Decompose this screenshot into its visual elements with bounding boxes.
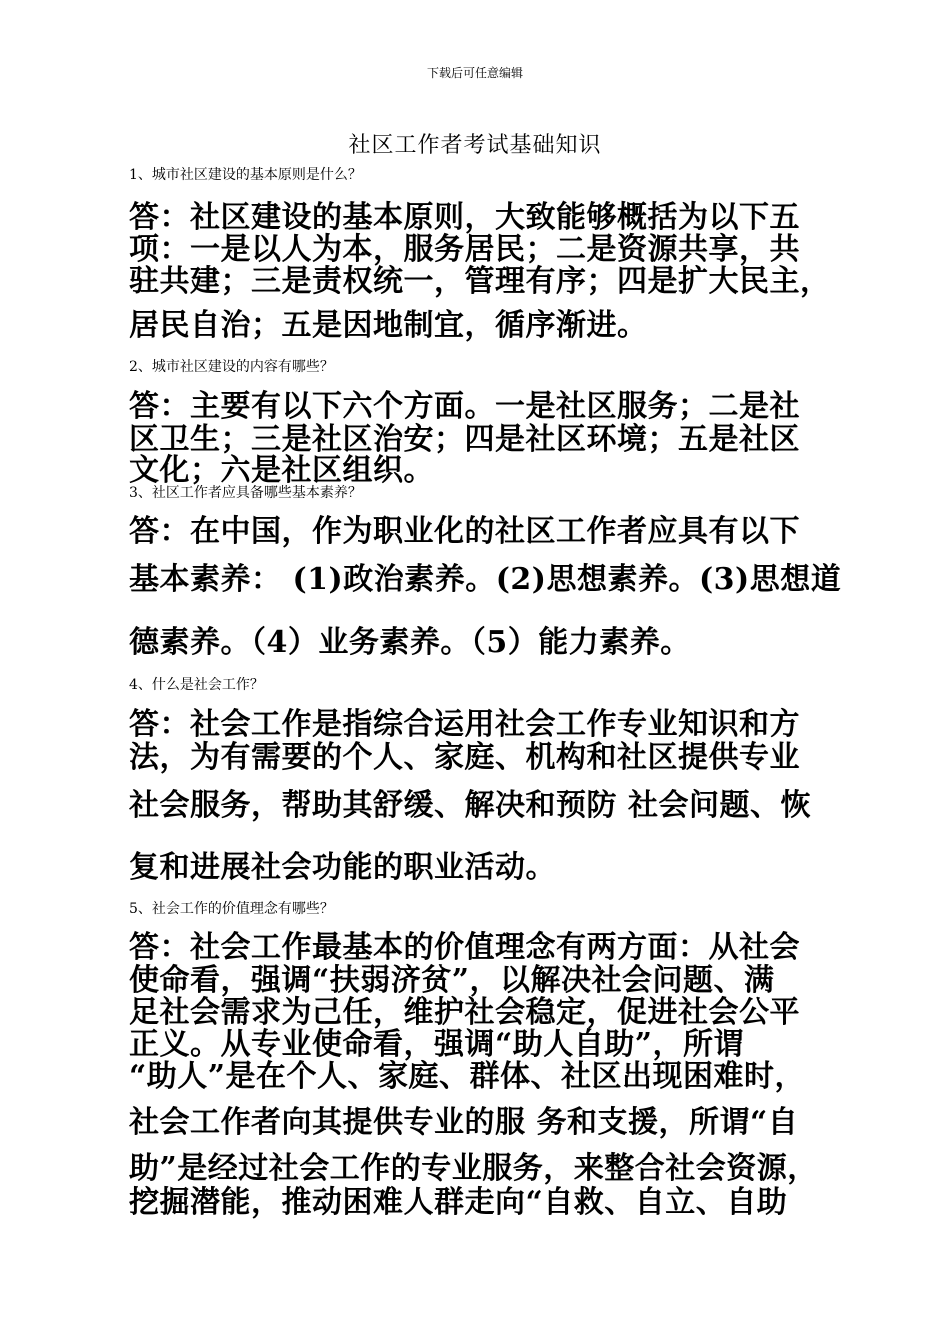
answer-line: 居民自治；五是因地制宜，循序渐进。 (129, 308, 648, 343)
header-note: 下载后可任意编辑 (426, 66, 523, 80)
answer-line: 挖掘潜能，推动困难人群走向“自救、自立、自助 (129, 1185, 788, 1220)
answer-line: 助”是经过社会工作的专业服务，来整合社会资源， (129, 1151, 818, 1186)
question-4: 4、什么是社会工作？ (129, 677, 264, 693)
answer-line: 社会服务，帮助其舒缓、解决和预防 社会问题、恢 (129, 788, 811, 823)
answer-line: “助人”是在个人、家庭、群体、社区出现困难时， (129, 1059, 806, 1094)
answer-line: 复和进展社会功能的职业活动。 (129, 850, 556, 885)
answer-line: 答：社会工作最基本的价值理念有两方面：从社会 (129, 930, 800, 965)
answer-line: 驻共建；三是责权统一，管理有序；四是扩大民主， (129, 264, 831, 299)
answer-line: 答：社区建设的基本原则，大致能够概括为以下五 (129, 200, 800, 235)
document-title: 社区工作者考试基础知识 (348, 133, 602, 158)
answer-line: 答：主要有以下六个方面。一是社区服务；二是社 (129, 389, 800, 424)
answer-line: 文化；六是社区组织。 (129, 453, 434, 488)
answer-line: 基本素养： (1)政治素养。(2)思想素养。(3)思想道 (129, 562, 842, 597)
question-2: 2、城市社区建设的内容有哪些？ (129, 359, 334, 375)
answer-line: 足社会需求为己任，维护社会稳定，促进社会公平 (129, 995, 800, 1030)
answer-line: 答：在中国，作为职业化的社区工作者应具有以下 (129, 514, 800, 549)
answer-line: 项：一是以人为本，服务居民；二是资源共享，共 (129, 232, 800, 267)
question-5: 5、社会工作的价值理念有哪些？ (129, 901, 334, 917)
question-3: 3、社区工作者应具备哪些基本素养？ (129, 485, 362, 501)
answer-line: 答：社会工作是指综合运用社会工作专业知识和方 (129, 707, 800, 742)
answer-line: 正义。从专业使命看，强调“助人自助”，所谓 (129, 1027, 745, 1062)
answer-line: 区卫生；三是社区治安；四是社区环境；五是社区 (129, 422, 800, 457)
answer-line: 社会工作者向其提供专业的服 务和支援，所谓“自 (129, 1105, 799, 1140)
question-1: 1、城市社区建设的基本原则是什么？ (129, 167, 362, 183)
answer-line: 德素养。（4）业务素养。（5）能力素养。 (129, 625, 691, 660)
answer-line: 使命看，强调“扶弱济贫”，以解决社会问题、满 (129, 963, 775, 998)
answer-line: 法，为有需要的个人、家庭、机构和社区提供专业 (129, 740, 800, 775)
